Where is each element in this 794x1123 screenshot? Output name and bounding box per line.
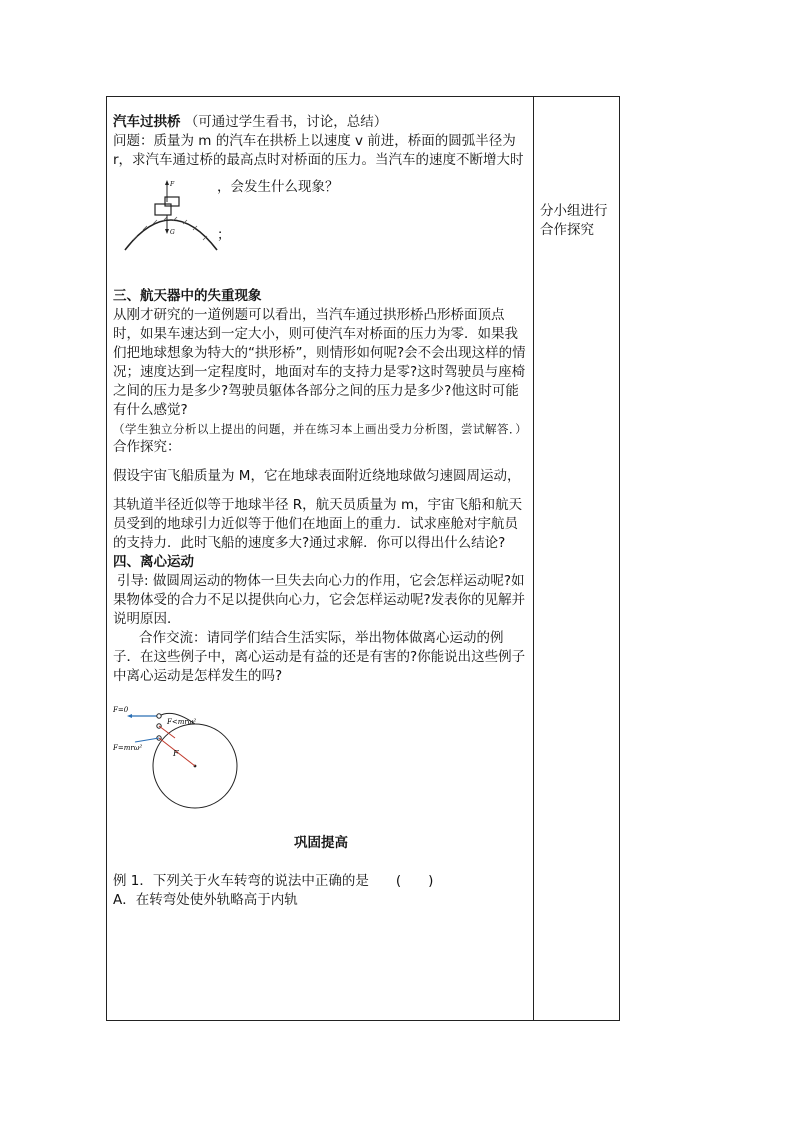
weightless-para1: 从刚才研究的一道例题可以看出，当汽车通过拱形桥凸形桥面顶点时，如果车速达到一定大小，则可使汽车对桥面的压力为零．如果我们把地球想象为特大的“拱形桥”，则情形如何呢?会不会出现这样的情况；速度达到一定程度时，地面对车的支持力是零?这时驾驶员与座椅之间的压力是多少?驾驶员躯体各部分之间的压力是多少?他这时可能有什么感觉? (113, 307, 526, 418)
example-1-option-a: A．在转弯处使外轨略高于内轨 (113, 892, 298, 908)
weightless-note: （学生独立分析以上提出的问题，并在练习本上画出受力分析图，尝试解答．） (113, 422, 528, 436)
bridge-figure-row (113, 178, 529, 254)
centrifugal-figure (113, 694, 243, 812)
centrifugal-heading: 四、离心运动 (113, 554, 194, 570)
velocity-arrow (135, 738, 159, 742)
centrifugal-intro: 引导: 做圆周运动的物体一旦失去向心力的作用，它会怎样运动呢?如果物体受的合力不足以提供向心力，它会怎样运动呢?发表你的见解并说明原因． (113, 573, 526, 627)
tangent-arrow-head (127, 714, 132, 718)
bridge-title-line (113, 113, 529, 132)
side-note: 分小组进行合作探究 (540, 203, 608, 238)
main-column (113, 113, 529, 910)
label-less: F<mrω² (167, 718, 197, 726)
label-zero: F=0 (113, 706, 129, 714)
point-a (157, 714, 161, 718)
gravity-label: G (170, 229, 175, 236)
coop-label: 合作探究： (113, 439, 181, 455)
arch-bridge-figure (123, 178, 219, 254)
bridge-after-figure: ，会发生什么现象？ (217, 179, 339, 195)
label-force: F (173, 749, 179, 758)
weightless-heading: 三、航天器中的失重现象 (113, 288, 262, 304)
example-1: 例 1．下列关于火车转弯的说法中正确的是 ( ) (113, 873, 434, 889)
weightless-para2: 假设宇宙飞船质量为 M，它在地球表面附近绕地球做匀速圆周运动， (113, 468, 521, 484)
centrifugal-figure-block (113, 694, 529, 812)
label-equal: F=mrω² (113, 744, 143, 752)
radius-line-1 (159, 726, 175, 738)
force-arrow-head (165, 180, 169, 185)
force-label: F (170, 181, 175, 188)
bridge-title: 汽车过拱桥 (113, 114, 181, 130)
bridge-question: 问题：质量为 m 的汽车在拱桥上以速度 v 前进，桥面的圆弧半径为 r，求汽车通过桥的最高点时对桥面的压力。当汽车的速度不断增大时 (113, 133, 524, 168)
column-divider (533, 96, 534, 1021)
bridge-semicolon: ； (217, 227, 231, 243)
centrifugal-exchange: 合作交流：请同学们结合生活实际，举出物体做离心运动的例子．在这些例子中，离心运动是有益的还是有害的?你能说出这些例子中离心运动是怎样发生的吗? (113, 630, 526, 684)
side-column (540, 202, 616, 240)
bridge-note: （可通过学生看书，讨论，总结） (184, 114, 388, 130)
weightless-para3: 其轨道半径近似等于地球半径 R，航天员质量为 m，宇宙飞船和航天员受到的地球引力近似等于他们在地面上的重力．试求座舱对宇航员的支持力．此时飞船的速度多大?通过求解．你可以得出什么结论? (113, 497, 523, 551)
consolidate-title: 巩固提高 (294, 835, 348, 851)
gravity-arrow-head (165, 229, 169, 234)
